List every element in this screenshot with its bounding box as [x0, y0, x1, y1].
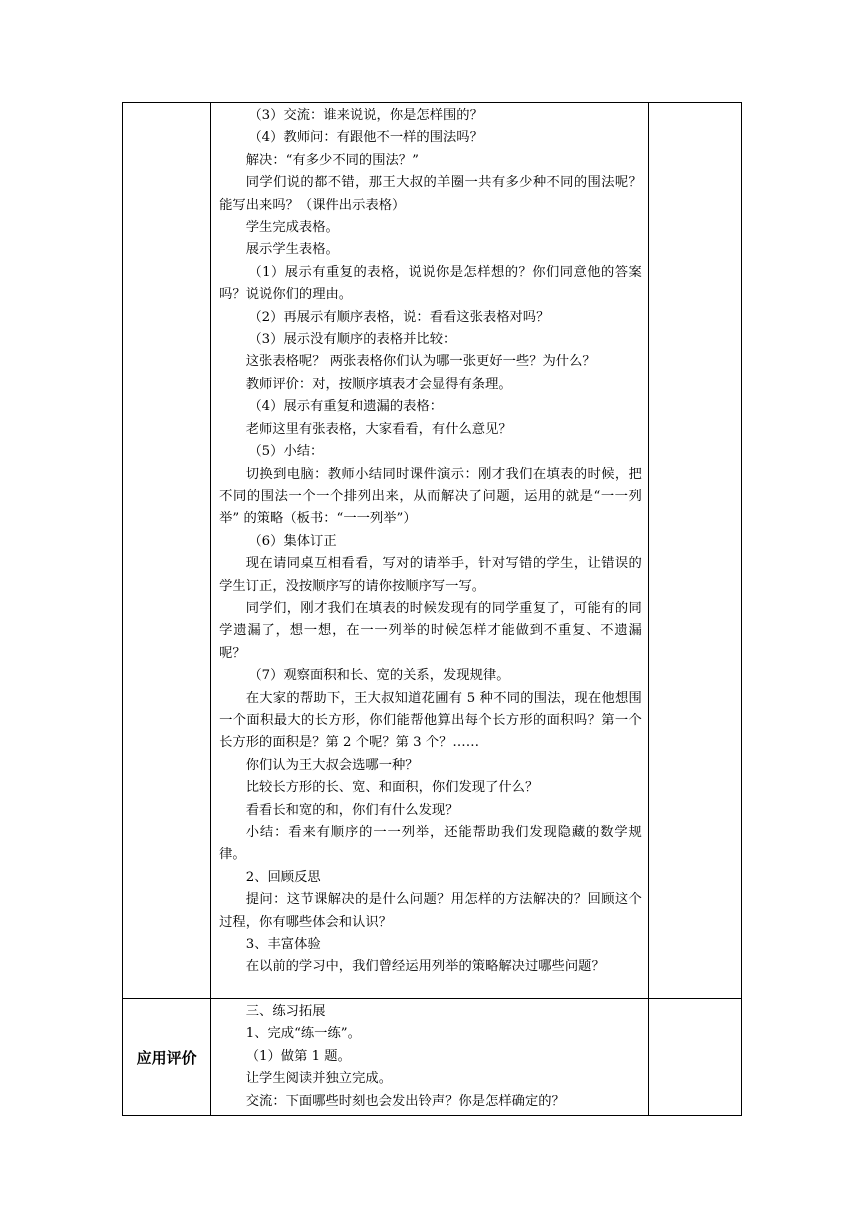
paragraph: 在大家的帮助下，王大叔知道花圃有 5 种不同的围法，现在他想围一个面积最大的长方形，你们能帮他算出每个长方形的面积吗？第一个长方形的面积是？第 2 个呢？第 3 个？…… — [219, 690, 642, 751]
content-cell — [211, 999, 649, 1116]
paragraph: 2、回顾反思 — [245, 869, 321, 885]
paragraph: 提问：这节课解决的是什么问题？用怎样的方法解决的？回顾这个过程，你有哪些体会和认识？ — [219, 892, 642, 930]
lesson-plan-table — [122, 102, 742, 1116]
paragraph: 比较长方形的长、宽、和面积，你们发现了什么？ — [245, 780, 539, 796]
paragraph: （6）集体订正 — [248, 533, 337, 549]
paragraph: 现在请同桌互相看看，写对的请举手，针对写错的学生，让错误的学生订正，没按顺序写的请你按顺序写一写。 — [219, 556, 642, 594]
paragraph: 3、丰富体验 — [245, 937, 321, 953]
paragraph: （1）做第 1 题。 — [245, 1048, 351, 1064]
paragraph: 让学生阅读并独立完成。 — [245, 1071, 392, 1087]
paragraph: 1、完成“练一练”。 — [245, 1026, 361, 1042]
paragraph: 解决：“有多少不同的围法？” — [245, 152, 419, 168]
paragraph: （7）观察面积和长、宽的关系，发现规律。 — [248, 668, 510, 684]
paragraph: （5）小结： — [248, 444, 324, 460]
paragraph: 同学们说的都不错，那王大叔的羊圈一共有多少种不同的围法呢？能写出来吗？（课件出示表格） — [219, 175, 642, 213]
paragraph: 展示学生表格。 — [245, 242, 339, 258]
paragraph: 三、练习拓展 — [245, 1004, 326, 1019]
section-label: 应用评价 — [136, 1048, 197, 1067]
paragraph: 你们认为王大叔会选哪一种？ — [245, 757, 419, 773]
table-row — [123, 999, 742, 1116]
paragraph: 同学们，刚才我们在填表的时候发现有的同学重复了，可能有的同学遗漏了，想一想，在一一列举的时候怎样才能做到不重复、不遗漏呢？ — [219, 600, 642, 661]
section-label-cell — [123, 103, 211, 999]
notes-cell — [648, 999, 741, 1116]
paragraph: （4）教师问：有跟他不一样的围法吗？ — [248, 130, 483, 146]
paragraph: （2）再展示有顺序表格，说：看看这张表格对吗？ — [248, 309, 550, 325]
section-label-cell — [123, 999, 211, 1116]
table-row — [123, 103, 742, 999]
paragraph: 小结：看来有顺序的一一列举，还能帮助我们发现隐藏的数学规律。 — [219, 825, 642, 863]
content-cell — [211, 103, 649, 999]
paragraph: （1）展示有重复的表格，说说你是怎样想的？你们同意他的答案吗？说说你们的理由。 — [219, 264, 642, 303]
paragraph: （3）展示没有顺序的表格并比较： — [248, 332, 457, 348]
paragraph: 老师这里有张表格，大家看看，有什么意见？ — [245, 421, 512, 437]
paragraph: 在以前的学习中，我们曾经运用列举的策略解决过哪些问题？ — [245, 959, 605, 975]
paragraph: （4）展示有重复和遗漏的表格： — [248, 399, 444, 415]
paragraph: 学生完成表格。 — [245, 220, 339, 236]
paragraph: （3）交流：谁来说说，你是怎样围的？ — [248, 108, 483, 123]
notes-cell — [648, 103, 741, 999]
paragraph: 教师评价：对，按顺序填表才会显得有条理。 — [245, 376, 512, 392]
paragraph: 看看长和宽的和，你们有什么发现？ — [245, 802, 459, 818]
paragraph: 交流：下面哪些时刻也会发出铃声？你是怎样确定的？ — [245, 1093, 565, 1109]
paragraph: 切换到电脑：教师小结同时课件演示：刚才我们在填表的时候，把不同的围法一个一个排列出来，从而解决了问题，运用的就是“一一列举” 的策略（板书：“一一列举”） — [219, 466, 642, 527]
paragraph: 这张表格呢？ 两张表格你们认为哪一张更好一些？为什么？ — [245, 354, 596, 370]
